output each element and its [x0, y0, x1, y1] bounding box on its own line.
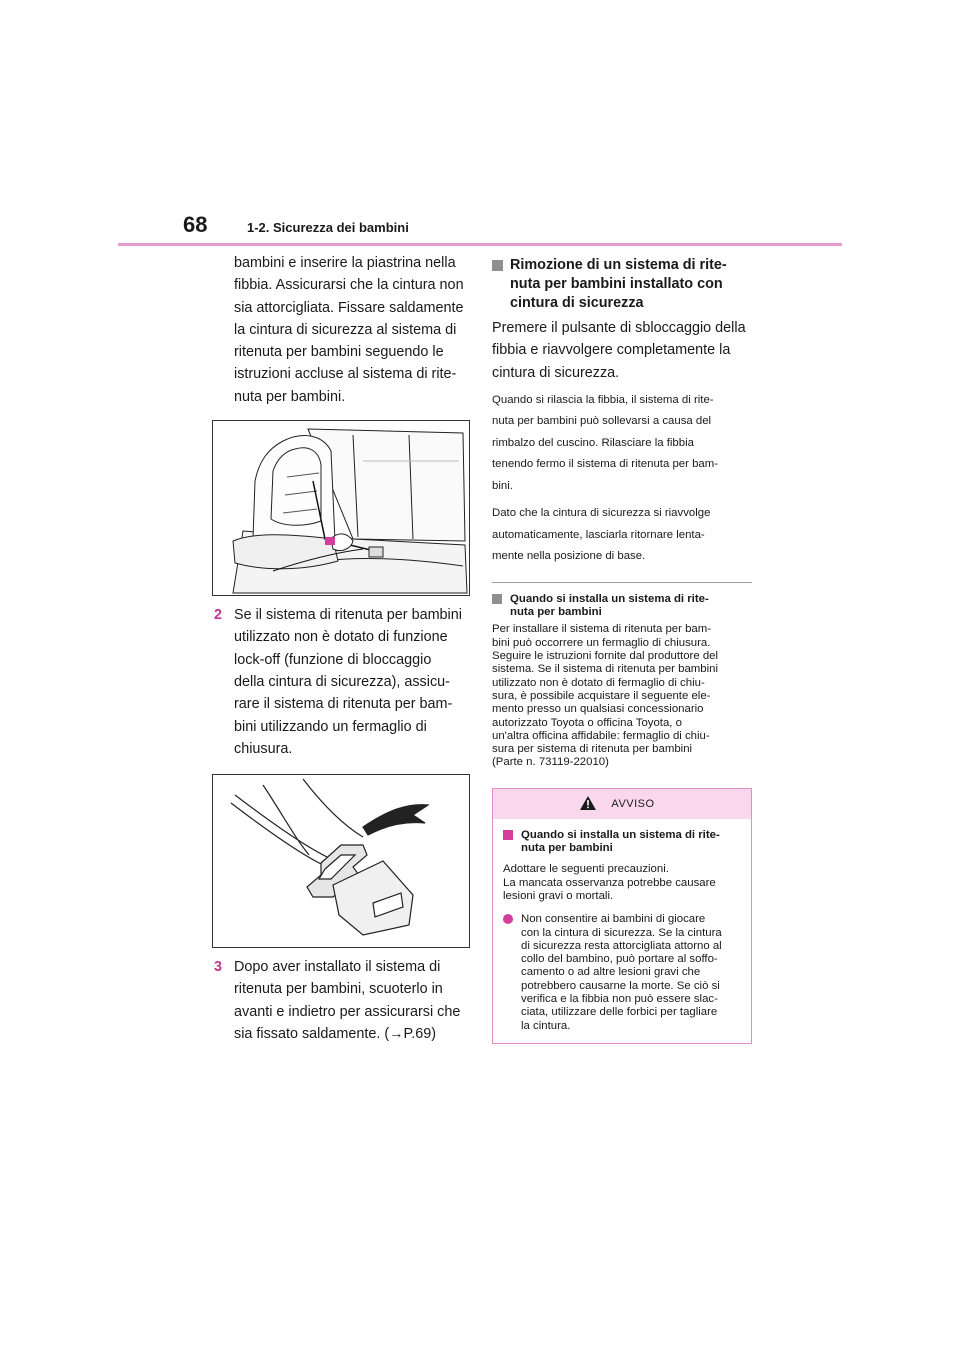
text-line: bambini e inserire la piastrina nella	[234, 255, 456, 271]
text-line: autorizzato Toyota o officina Toyota, o	[492, 716, 682, 729]
warning-header	[493, 789, 751, 819]
warning-body	[493, 819, 751, 1043]
text-line: ritenuta per bambini seguendo le	[234, 344, 444, 361]
text-line: potrebbero causarne la morte. Se ciò si	[521, 979, 720, 992]
heading-line: Quando si installa un sistema di rite-	[510, 592, 709, 605]
step-2	[212, 604, 470, 760]
heading-line: cintura di sicurezza	[510, 295, 644, 311]
heading-line: nuta per bambini	[510, 606, 602, 619]
text-line: mente nella posizione di base.	[492, 550, 646, 563]
warning-bullet	[503, 913, 741, 1033]
section-divider	[492, 582, 752, 583]
note-2	[492, 503, 752, 568]
square-bullet-icon	[492, 594, 502, 604]
text-line: della cintura di sicurezza), assicu-	[234, 673, 450, 690]
header-rule	[118, 243, 842, 246]
text-line: cintura di sicurezza.	[492, 364, 620, 381]
text-line: lock-off (funzione di bloccaggio	[234, 651, 432, 668]
warning-intro	[503, 863, 741, 903]
text-line: bini.	[492, 479, 513, 492]
note-1	[492, 390, 752, 498]
install-body	[492, 623, 752, 769]
removal-heading	[492, 256, 752, 313]
text-line: La mancata osservanza potrebbe causare	[503, 876, 716, 889]
text-line: utilizzato non è dotato di funzione	[234, 629, 448, 646]
warning-triangle-icon	[579, 795, 597, 811]
text-line: nuta per bambini può sollevarsi a causa del	[492, 415, 712, 428]
removal-body	[492, 317, 752, 384]
text-line: fibbia. Assicurarsi che la cintura non	[234, 277, 464, 294]
text-line: Se il sistema di ritenuta per bambini	[234, 607, 462, 624]
text-line: camento o ad altre lesioni gravi che	[521, 966, 701, 979]
car-seat-drawing	[213, 421, 469, 595]
right-column	[492, 252, 752, 1044]
locking-clip-illustration	[212, 774, 470, 948]
bullet-dot-icon	[503, 914, 513, 924]
step-3	[212, 956, 470, 1045]
text-line: Dopo aver installato il sistema di	[234, 959, 441, 976]
text-line: tenendo fermo il sistema di ritenuta per bam-	[492, 458, 719, 471]
heading-line: Rimozione di un sistema di rite-	[510, 257, 727, 273]
text-line: Quando si rilascia la fibbia, il sistema di rite-	[492, 393, 714, 406]
text-line: la cintura.	[521, 1019, 571, 1032]
text-line: Per installare il sistema di ritenuta per bam-	[492, 623, 712, 636]
text-line: con la cintura di sicurezza. Se la cintura	[521, 926, 722, 939]
text-line: (Parte n. 73119-22010)	[492, 756, 609, 769]
text-line: sura, è possibile acquistare il seguente ele-	[492, 689, 711, 702]
text-line: verifica e la fibbia non può essere slac-	[521, 993, 718, 1006]
page-reference-link[interactable]: sia fissato saldamente. (→P.69)	[234, 1026, 437, 1043]
warning-title: AVVISO	[611, 797, 655, 810]
warning-heading	[503, 829, 741, 856]
square-bullet-icon	[503, 830, 513, 840]
warning-box	[492, 788, 752, 1044]
left-column	[212, 252, 470, 1045]
text-line: Adottare le seguenti precauzioni.	[503, 863, 669, 876]
text-line: bini utilizzando un fermaglio di	[234, 718, 427, 735]
text-line: di sicurezza resta attorcigliata attorno al	[521, 939, 722, 952]
section-title: 1-2. Sicurezza dei bambini	[247, 220, 409, 235]
text-line: utilizzato non è dotato di fermaglio di chiu-	[492, 676, 705, 689]
page-number: 68	[183, 212, 208, 237]
text-line: fibbia e riavvolgere completamente la	[492, 342, 731, 359]
text-line: sistema. Se il sistema di ritenuta per bambini	[492, 663, 719, 676]
text-line: chiusura.	[234, 740, 293, 757]
text-line: Non consentire ai bambini di giocare	[521, 913, 706, 926]
step-number: 3	[214, 959, 223, 976]
heading-line: nuta per bambini installato con	[510, 276, 723, 292]
text-line: rimbalzo del cuscino. Rilasciare la fibbia	[492, 436, 694, 449]
text-line: mento presso un qualsiasi concessionario	[492, 703, 704, 716]
text-line: ritenuta per bambini, scuoterlo in	[234, 981, 443, 998]
text-line: nuta per bambini.	[234, 388, 346, 405]
text-line: collo del bambino, può portare al soffo-	[521, 953, 718, 966]
text-line: sia attorcigliata. Fissare saldamente	[234, 299, 464, 316]
text-line: bini può occorrere un fermaglio di chiusura.	[492, 636, 711, 649]
text-line: Seguire le istruzioni fornite dal produttore del	[492, 650, 719, 663]
text-line: Premere il pulsante di sbloccaggio della	[492, 320, 746, 336]
text-line: ciata, utilizzare delle forbici per tagliare	[521, 1006, 718, 1019]
square-bullet-icon	[492, 260, 503, 271]
text-line: istruzioni accluse al sistema di rite-	[234, 366, 457, 383]
text-line: sura per sistema di ritenuta per bambini	[492, 743, 693, 756]
step-number: 2	[214, 607, 223, 624]
text-line: avanti e indietro per assicurarsi che	[234, 1003, 461, 1020]
intro-paragraph	[212, 252, 470, 408]
install-heading	[492, 593, 752, 620]
text-line: rare il sistema di ritenuta per bam-	[234, 696, 453, 713]
text-line: la cintura di sicurezza al sistema di	[234, 321, 457, 338]
text-line: lesioni gravi o mortali.	[503, 889, 614, 902]
locking-clip-drawing	[213, 775, 469, 947]
text-line: Dato che la cintura di sicurezza si riavvolge	[492, 507, 711, 520]
text-line: automaticamente, lasciarla ritornare lenta-	[492, 528, 705, 541]
child-seat-illustration	[212, 420, 470, 596]
heading-line: Quando si installa un sistema di rite-	[521, 828, 720, 841]
heading-line: nuta per bambini	[521, 842, 613, 855]
text-line: un'altra officina affidabile: fermaglio di chiu-	[492, 729, 710, 742]
